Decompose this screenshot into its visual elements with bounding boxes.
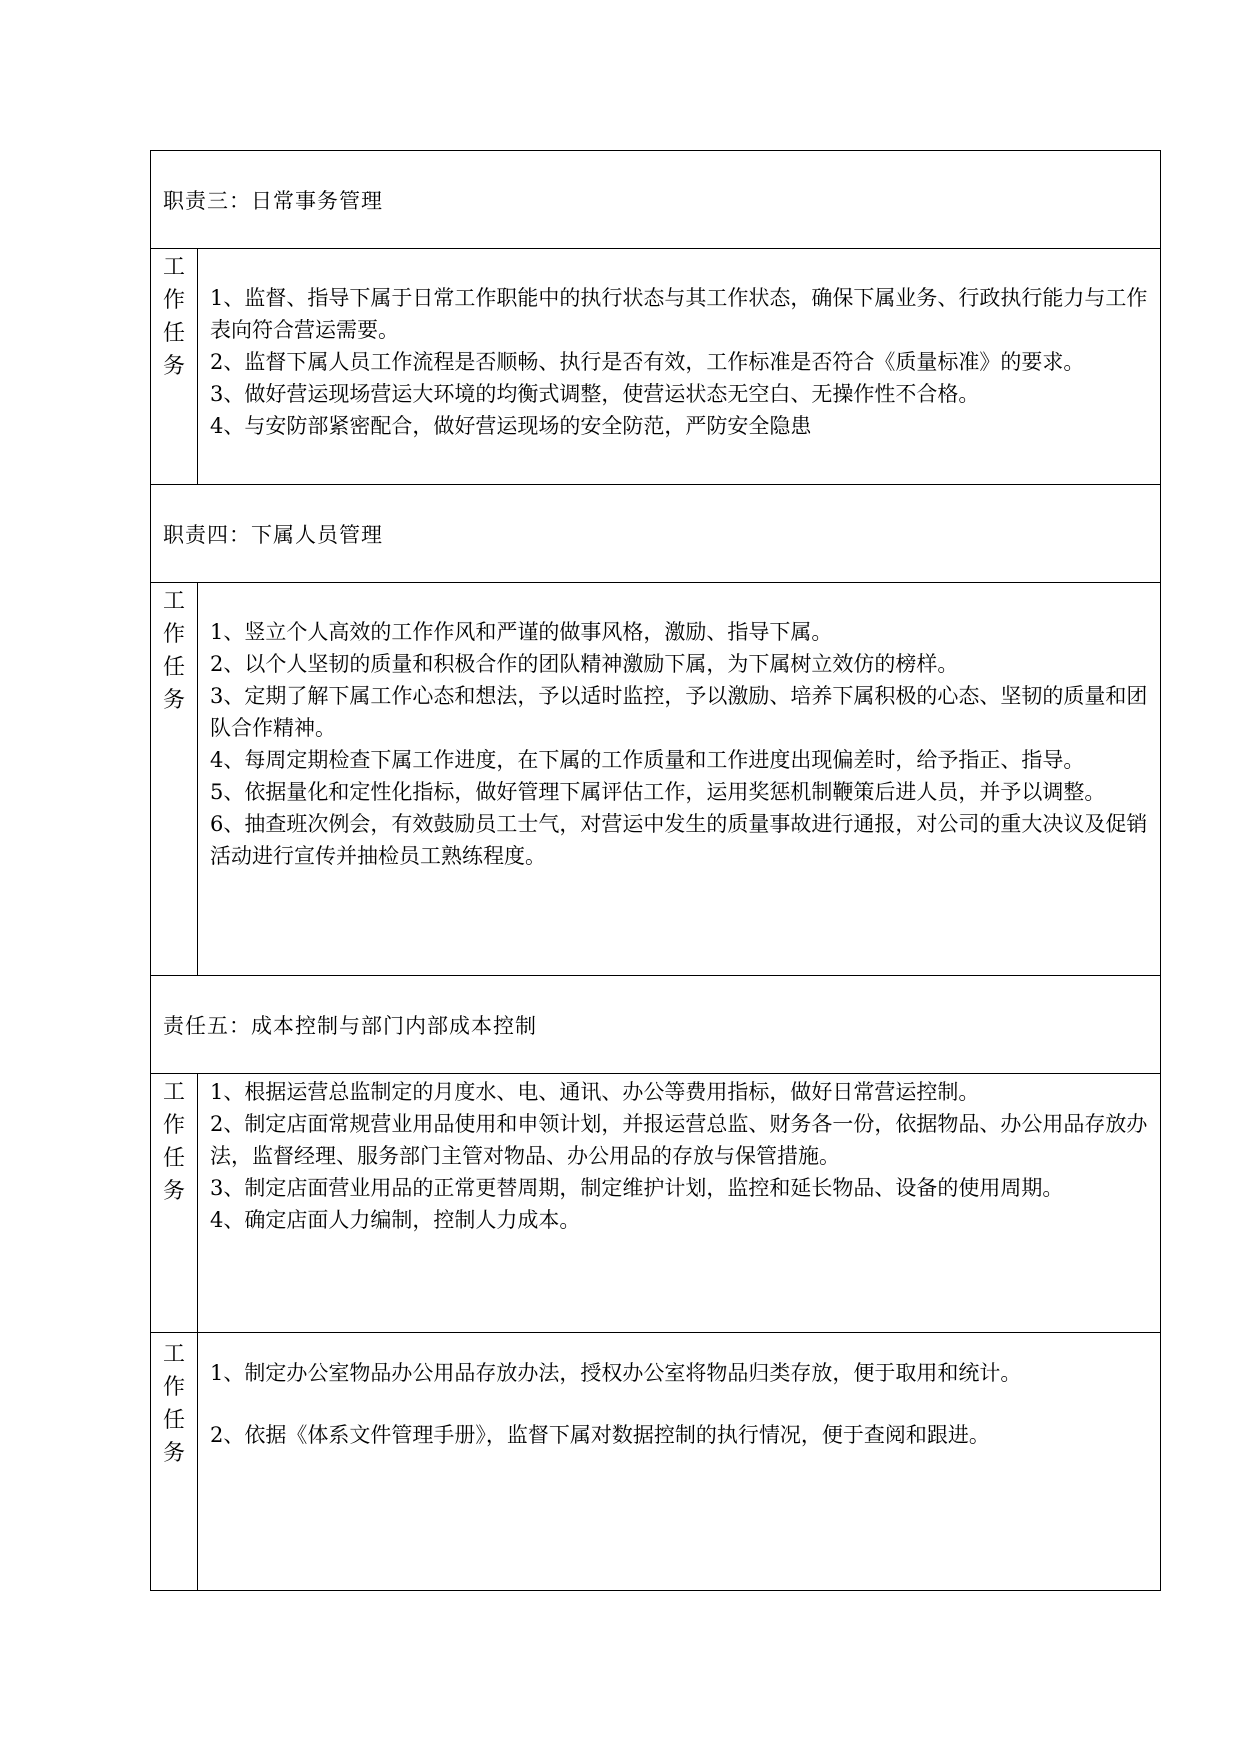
task-item: 1、制定办公室物品办公用品存放办法，授权办公室将物品归类存放，便于取用和统计。 xyxy=(210,1361,1022,1385)
task-label: 工 作 任 务 xyxy=(151,1333,198,1590)
task-item: 2、依据《体系文件管理手册》，监督下属对数据控制的执行情况，便于查阅和跟进。 xyxy=(210,1423,990,1447)
task-row xyxy=(151,1074,1160,1333)
task-item: 4、每周定期检查下属工作进度，在下属的工作质量和工作进度出现偏差时，给予指正、指导。 xyxy=(210,748,1085,772)
task-body xyxy=(198,1074,1160,1332)
task-label: 工 作 任 务 xyxy=(151,249,198,484)
task-item: 6、抽查班次例会，有效鼓励员工士气，对营运中发生的质量事故进行通报，对公司的重大决议及促销活动进行宣传并抽检员工熟练程度。 xyxy=(210,812,1148,868)
task-row xyxy=(151,1333,1160,1590)
duty-table xyxy=(150,150,1161,1591)
task-label: 工 作 任 务 xyxy=(151,583,198,975)
task-label: 工 作 任 务 xyxy=(151,1074,198,1332)
task-body xyxy=(198,1333,1160,1590)
task-item: 5、依据量化和定性化指标，做好管理下属评估工作，运用奖惩机制鞭策后进人员，并予以调整。 xyxy=(210,780,1106,804)
task-item: 3、定期了解下属工作心态和想法，予以适时监控，予以激励、培养下属积极的心态、坚韧的质量和团队合作精神。 xyxy=(210,684,1148,740)
task-row xyxy=(151,583,1160,976)
task-item: 1、竖立个人高效的工作作风和严谨的做事风格，激励、指导下属。 xyxy=(210,620,833,644)
section-heading xyxy=(151,485,1160,583)
task-item: 2、以个人坚韧的质量和积极合作的团队精神激励下属，为下属树立效仿的榜样。 xyxy=(210,652,959,676)
section-heading-text: 职责三：日常事务管理 xyxy=(163,188,383,213)
section-heading xyxy=(151,976,1160,1074)
task-body xyxy=(198,249,1160,484)
task-item: 3、制定店面营业用品的正常更替周期，制定维护计划，监控和延长物品、设备的使用周期。 xyxy=(210,1176,1064,1200)
task-item: 2、制定店面常规营业用品使用和申领计划，并报运营总监、财务各一份，依据物品、办公用品存放办法，监督经理、服务部门主管对物品、办公用品的存放与保管措施。 xyxy=(210,1112,1148,1168)
section-heading-text: 责任五：成本控制与部门内部成本控制 xyxy=(163,1013,537,1038)
task-item: 1、根据运营总监制定的月度水、电、通讯、办公等费用指标，做好日常营运控制。 xyxy=(210,1080,980,1104)
task-body xyxy=(198,583,1160,975)
task-item: 2、监督下属人员工作流程是否顺畅、执行是否有效，工作标准是否符合《质量标准》的要求。 xyxy=(210,350,1085,374)
task-item: 4、确定店面人力编制，控制人力成本。 xyxy=(210,1208,581,1232)
section-heading-text: 职责四：下属人员管理 xyxy=(163,522,383,547)
task-item: 1、监督、指导下属于日常工作职能中的执行状态与其工作状态，确保下属业务、行政执行能力与工作表向符合营运需要。 xyxy=(210,286,1148,342)
task-item: 3、做好营运现场营运大环境的均衡式调整，使营运状态无空白、无操作性不合格。 xyxy=(210,382,980,406)
section-heading xyxy=(151,151,1160,249)
task-row xyxy=(151,249,1160,485)
task-item: 4、与安防部紧密配合，做好营运现场的安全防范，严防安全隐患 xyxy=(210,414,812,438)
